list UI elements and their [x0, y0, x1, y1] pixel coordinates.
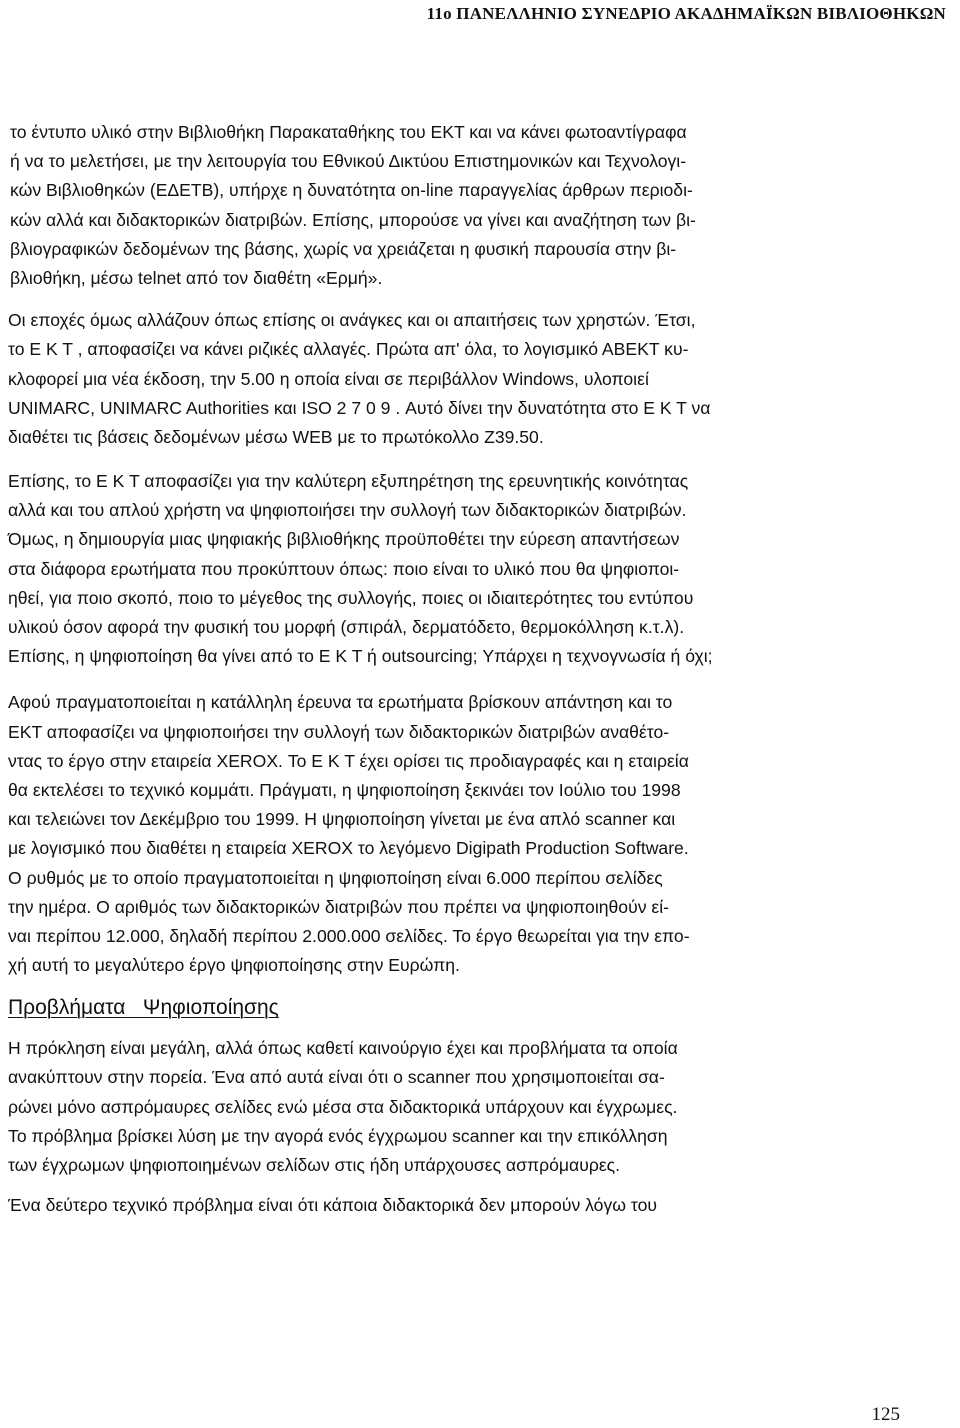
- paragraph-2: [8, 306, 846, 452]
- text-line: ναι περίπου 12.000, δηλαδή περίπου 2.000.000 σελίδες. Το έργο θεωρείται για την επο-: [8, 925, 690, 946]
- text-line: το Ε Κ Τ , αποφασίζει να κάνει ριζικές αλλαγές. Πρώτα απ' όλα, το λογισμικό ΑΒΕΚΤ κυ-: [8, 339, 689, 360]
- text-line: την ημέρα. Ο αριθμός των διδακτορικών διατριβών που πρέπει να ψηφιοποιηθούν εί-: [8, 896, 669, 917]
- paragraph-3: [8, 467, 846, 671]
- text-line: με λογισμικό που διαθέτει η εταιρεία XEROX το λεγόμενο Digipath Production Software.: [8, 838, 689, 859]
- running-header: 11ο ΠΑΝΕΛΛΗΝΙΟ ΣΥΝΕΔΡΙΟ ΑΚΑΔΗΜΑΪΚΩΝ ΒΙΒΛΙΟΘΗΚΩΝ: [426, 4, 946, 23]
- text-line: θα εκτελέσει το τεχνικό κομμάτι. Πράγματι, η ψηφιοποίηση ξεκινάει τον Ιούλιο του 1998: [8, 779, 681, 800]
- text-line: αλλά και του απλού χρήστη να ψηφιοποιήσει την συλλογή των διδακτορικών διατριβών.: [8, 500, 687, 521]
- text-line: UNIMARC, UNIMARC Authorities και ISO 2 7 0 9 . Αυτό δίνει την δυνατότητα στο Ε Κ Τ να: [8, 397, 711, 418]
- text-line: ντας το έργο στην εταιρεία XEROX. Το Ε Κ Τ έχει ορίσει τις προδιαγραφές και η εταιρεία: [8, 750, 689, 771]
- text-line: ή να το μελετήσει, με την λειτουργία του Εθνικού Δικτύου Επιστημονικών και Τεχνολογι-: [10, 151, 687, 172]
- text-line: Επίσης, το Ε Κ Τ αποφασίζει για την καλύτερη εξυπηρέτηση της ερευνητικής κοινότητας: [8, 471, 689, 492]
- text-line: Ένα δεύτερο τεχνικό πρόβλημα είναι ότι κάποια διδακτορικά δεν μπορούν λόγω του: [8, 1195, 657, 1216]
- text-line: στα διάφορα ερωτήματα που προκύπτουν όπως: ποιο είναι το υλικό που θα ψηφιοποι-: [8, 558, 680, 579]
- paragraph-5: [8, 1034, 846, 1180]
- section-heading: Προβλήματα Ψηφιοποίησης: [8, 996, 279, 1020]
- text-line: κλοφορεί μια νέα έκδοση, την 5.00 η οποία είναι σε περιβάλλον Windows, υλοποιεί: [8, 368, 649, 389]
- text-line: των έγχρωμων ψηφιοποιημένων σελίδων στις ήδη υπάρχουσες ασπρόμαυρες.: [8, 1155, 621, 1175]
- paragraph-4: [8, 688, 846, 980]
- text-line: υλικού όσον αφορά την φυσική του μορφή (σπιράλ, δερματόδετο, θερμοκόλληση κ.τ.λ).: [8, 617, 685, 637]
- paragraph-6: [8, 1191, 846, 1220]
- text-line: Αφού πραγματοποιείται η κατάλληλη έρευνα τα ερωτήματα βρίσκουν απάντηση και το: [8, 692, 673, 713]
- text-line: βλιογραφικών δεδομένων της βάσης, χωρίς να χρειάζεται η φυσική παρουσία στην βι-: [10, 238, 677, 259]
- text-line: χή αυτή το μεγαλύτερο έργο ψηφιοποίησης στην Ευρώπη.: [8, 955, 460, 976]
- text-line: ρώνει μόνο ασπρόμαυρες σελίδες ενώ μέσα στα διδακτορικά υπάρχουν και έγχρωμες.: [8, 1096, 678, 1117]
- text-line: Οι εποχές όμως αλλάζουν όπως επίσης οι ανάγκες και οι απαιτήσεις των χρηστών. Έτσι,: [8, 310, 696, 331]
- text-line: ηθεί, για ποιο σκοπό, ποιο το μέγεθος της συλλογής, ποιες οι ιδιαιτερότητες του εντύπου: [8, 587, 694, 608]
- text-line: κών αλλά και διδακτορικών διατριβών. Επίσης, μπορούσε να γίνει και αναζήτηση των βι-: [10, 209, 696, 230]
- body-text: [8, 118, 846, 1220]
- text-line: βλιοθήκη, μέσω telnet από τον διαθέτη «Ερμή».: [10, 267, 383, 288]
- text-line: Ο ρυθμός με το οποίο πραγματοποιείται η ψηφιοποίηση είναι 6.000 περίπου σελίδες: [8, 867, 663, 888]
- text-line: Επίσης, η ψηφιοποίηση θα γίνει από το Ε Κ Τ ή outsourcing; Υπάρχει η τεχνογνωσία ή όχι;: [8, 646, 713, 667]
- text-line: Όμως, η δημιουργία μιας ψηφιακής βιβλιοθήκης προϋποθέτει την εύρεση απαντήσεων: [8, 529, 680, 550]
- text-line: Το πρόβλημα βρίσκει λύση με την αγορά ενός έγχρωμου scanner και την επικόλληση: [8, 1125, 668, 1146]
- text-line: το έντυπο υλικό στην Βιβλιοθήκη Παρακαταθήκης του ΕΚΤ και να κάνει φωτοαντίγραφα: [10, 122, 687, 142]
- text-line: Η πρόκληση είναι μεγάλη, αλλά όπως καθετί καινούργιο έχει και προβλήματα τα οποία: [8, 1038, 678, 1059]
- page-number: 125: [871, 1404, 900, 1425]
- text-line: διαθέτει τις βάσεις δεδομένων μέσω WEB με το πρωτόκολλο Z39.50.: [8, 426, 544, 447]
- paragraph-1: [10, 118, 846, 293]
- text-line: και τελειώνει τον Δεκέμβριο του 1999. Η ψηφιοποίηση γίνεται με ένα απλό scanner και: [8, 809, 676, 830]
- text-line: ΕΚΤ αποφασίζει να ψηφιοποιήσει την συλλογή των διδακτορικών διατριβών αναθέτο-: [8, 721, 670, 742]
- text-line: ανακύπτουν στην πορεία. Ένα από αυτά είναι ότι ο scanner που χρησιμοποιείται σα-: [8, 1067, 665, 1088]
- text-line: κών Βιβλιοθηκών (ΕΔΕΤΒ), υπήρχε η δυνατότητα on-line παραγγελίας άρθρων περιοδι-: [10, 180, 693, 201]
